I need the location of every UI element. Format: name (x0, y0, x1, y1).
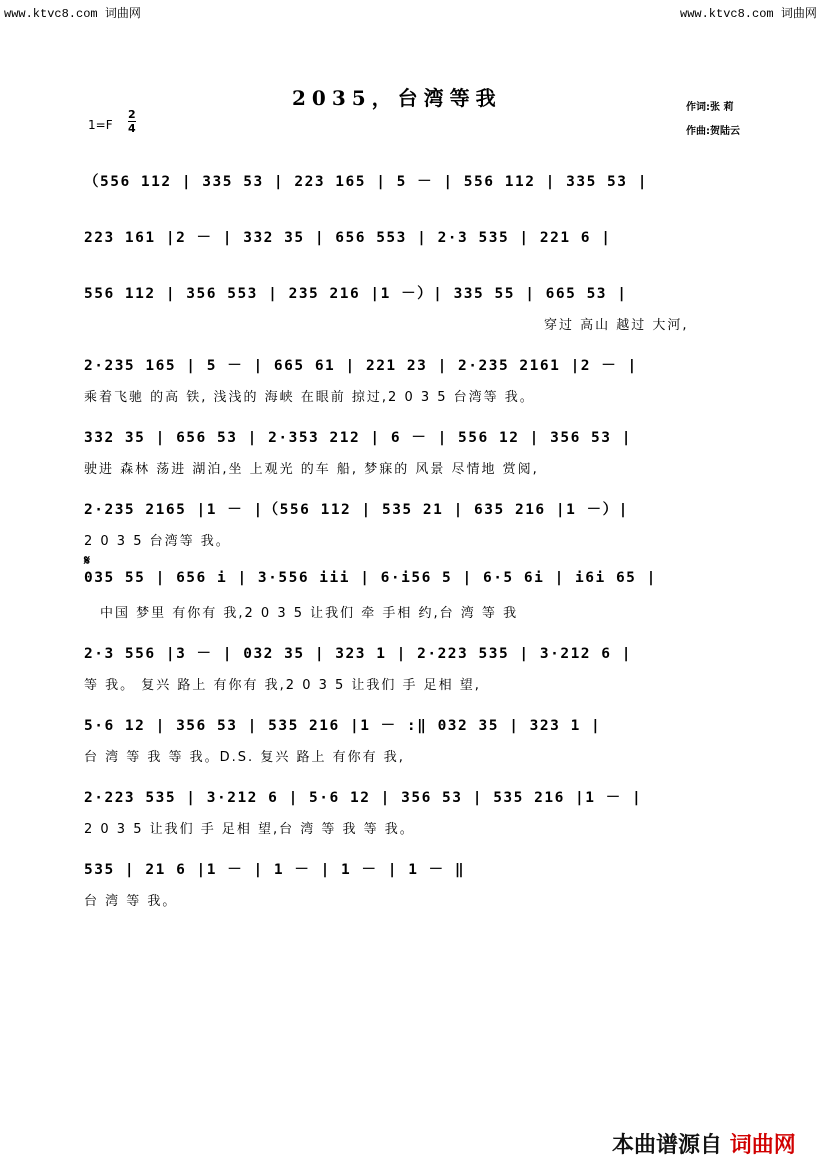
lyricist-credit: 作词:张 莉 (686, 102, 734, 113)
score-line-1: （556 112 | 335 53 | 223 165 | 5 － | 556 112 | 335 53 | (84, 174, 648, 190)
segno-icon: 𝄋 (84, 553, 91, 569)
song-title: 2035，台湾等我 (292, 86, 502, 110)
lyrics-line-4: 乘着飞驰 的高 铁, 浅浅的 海峡 在眼前 掠过,2 0 3 5 台湾等 我。 (84, 390, 535, 405)
lyrics-line-7: 中国 梦里 有你有 我,2 0 3 5 让我们 牵 手相 约,台 湾 等 我 (100, 606, 519, 621)
score-line-3: 556 112 | 356 553 | 235 216 |1 －）| 335 55 | 665 53 | (84, 286, 628, 302)
time-signature (128, 108, 136, 135)
watermark-right: www.ktvc8.com 词曲网 (680, 7, 817, 21)
score-line-6: 2·235 2165 |1 － |（556 112 | 535 21 | 635 216 |1 －）| (84, 502, 629, 518)
meter-top: 2 (128, 108, 136, 121)
score-line-4: 2·235 165 | 5 － | 665 61 | 221 23 | 2·235 2161 |2 － | (84, 358, 638, 374)
score-line-9: 5·6 12 | 356 53 | 535 216 |1 － :‖ 032 35 | 323 1 | (84, 718, 602, 734)
lyrics-line-8: 等 我。 复兴 路上 有你有 我,2 0 3 5 让我们 手 足相 望, (84, 678, 481, 693)
footer-brand (612, 1128, 796, 1159)
score-line-10: 2·223 535 | 3·212 6 | 5·6 12 | 356 53 | 535 216 |1 － | (84, 790, 643, 806)
lyrics-line-3: 穿过 高山 越过 大河, (544, 318, 689, 333)
score-line-11: 535 | 21 6 |1 － | 1 － | 1 － | 1 － ‖ (84, 862, 466, 878)
lyrics-line-5: 驶进 森林 荡进 湖泊,坐 上观光 的车 船, 梦寐的 风景 尽情地 赏阅, (84, 462, 539, 477)
key-signature: 1=F (88, 118, 113, 132)
footer-brand-text: 本曲谱源自 (612, 1133, 723, 1158)
lyrics-line-6: 2 0 3 5 台湾等 我。 (84, 534, 231, 549)
score-line-8: 2·3 556 |3 － | 032 35 | 323 1 | 2·223 535 | 3·212 6 | (84, 646, 632, 662)
footer-brand-site: 词曲网 (729, 1133, 796, 1158)
score-line-7: 035 55 | 656 i | 3·556 iii | 6·i56 5 | 6·5 6i | i6i 65 | (84, 570, 657, 586)
lyrics-line-10: 2 0 3 5 让我们 手 足相 望,台 湾 等 我 等 我。 (84, 822, 415, 837)
score-line-2: 223 161 |2 － | 332 35 | 656 553 | 2·3 535 | 221 6 | (84, 230, 612, 246)
meter-bottom: 4 (128, 122, 136, 135)
lyrics-line-9: 台 湾 等 我 等 我。D.S. 复兴 路上 有你有 我, (84, 750, 405, 765)
score-line-5: 332 35 | 656 53 | 2·353 212 | 6 － | 556 12 | 356 53 | (84, 430, 632, 446)
watermark-left: www.ktvc8.com 词曲网 (4, 7, 141, 21)
lyrics-line-11: 台 湾 等 我。 (84, 894, 178, 909)
composer-credit: 作曲:贺陆云 (686, 126, 740, 137)
